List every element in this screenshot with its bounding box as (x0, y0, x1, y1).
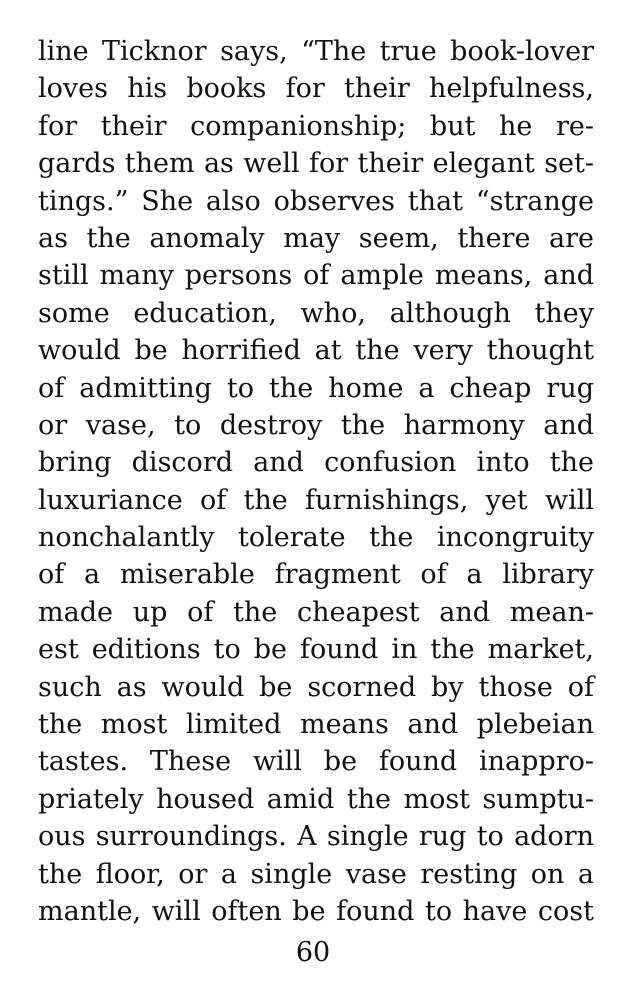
text-line: priately housed amid the most sumptu- (38, 783, 594, 815)
text-line: luxuriance of the furnishings, yet will (38, 484, 594, 516)
text-line: tings.” She also observes that “strange (38, 185, 594, 217)
text-line: line Ticknor says, “The true book-lover (38, 36, 594, 67)
text-line: est editions to be found in the market, (38, 634, 594, 666)
text-line: the most limited means and plebeian (38, 709, 594, 741)
text-line: loves his books for their helpfulness, (38, 73, 594, 105)
text-line: tastes. These will be found inappro- (38, 746, 594, 778)
page-number: 60 (295, 937, 331, 968)
text-line: for their companionship; but he re- (38, 110, 594, 142)
text-line: as the anomaly may seem, there are (38, 222, 594, 254)
text-line: still many persons of ample means, and (38, 260, 594, 292)
text-line: nonchalantly tolerate the incongruity (38, 522, 594, 554)
text-line: of admitting to the home a cheap rug (38, 372, 594, 404)
text-line: the floor, or a single vase resting on a (38, 858, 594, 890)
text-line: bring discord and confusion into the (38, 447, 594, 479)
text-line: would be horrified at the very thought (38, 335, 594, 367)
text-line: or vase, to destroy the harmony and (38, 409, 594, 441)
text-line: such as would be scorned by those of (38, 671, 594, 703)
body-text (38, 33, 594, 930)
text-line: gards them as well for their elegant set- (38, 148, 594, 180)
text-line: some education, who, although they (38, 297, 594, 329)
text-line: ous surroundings. A single rug to adorn (38, 821, 594, 853)
text-line: made up of the cheapest and mean- (38, 596, 594, 628)
text-line: of a miserable fragment of a library (38, 559, 594, 591)
text-line: mantle, will often be found to have cost (38, 895, 594, 927)
